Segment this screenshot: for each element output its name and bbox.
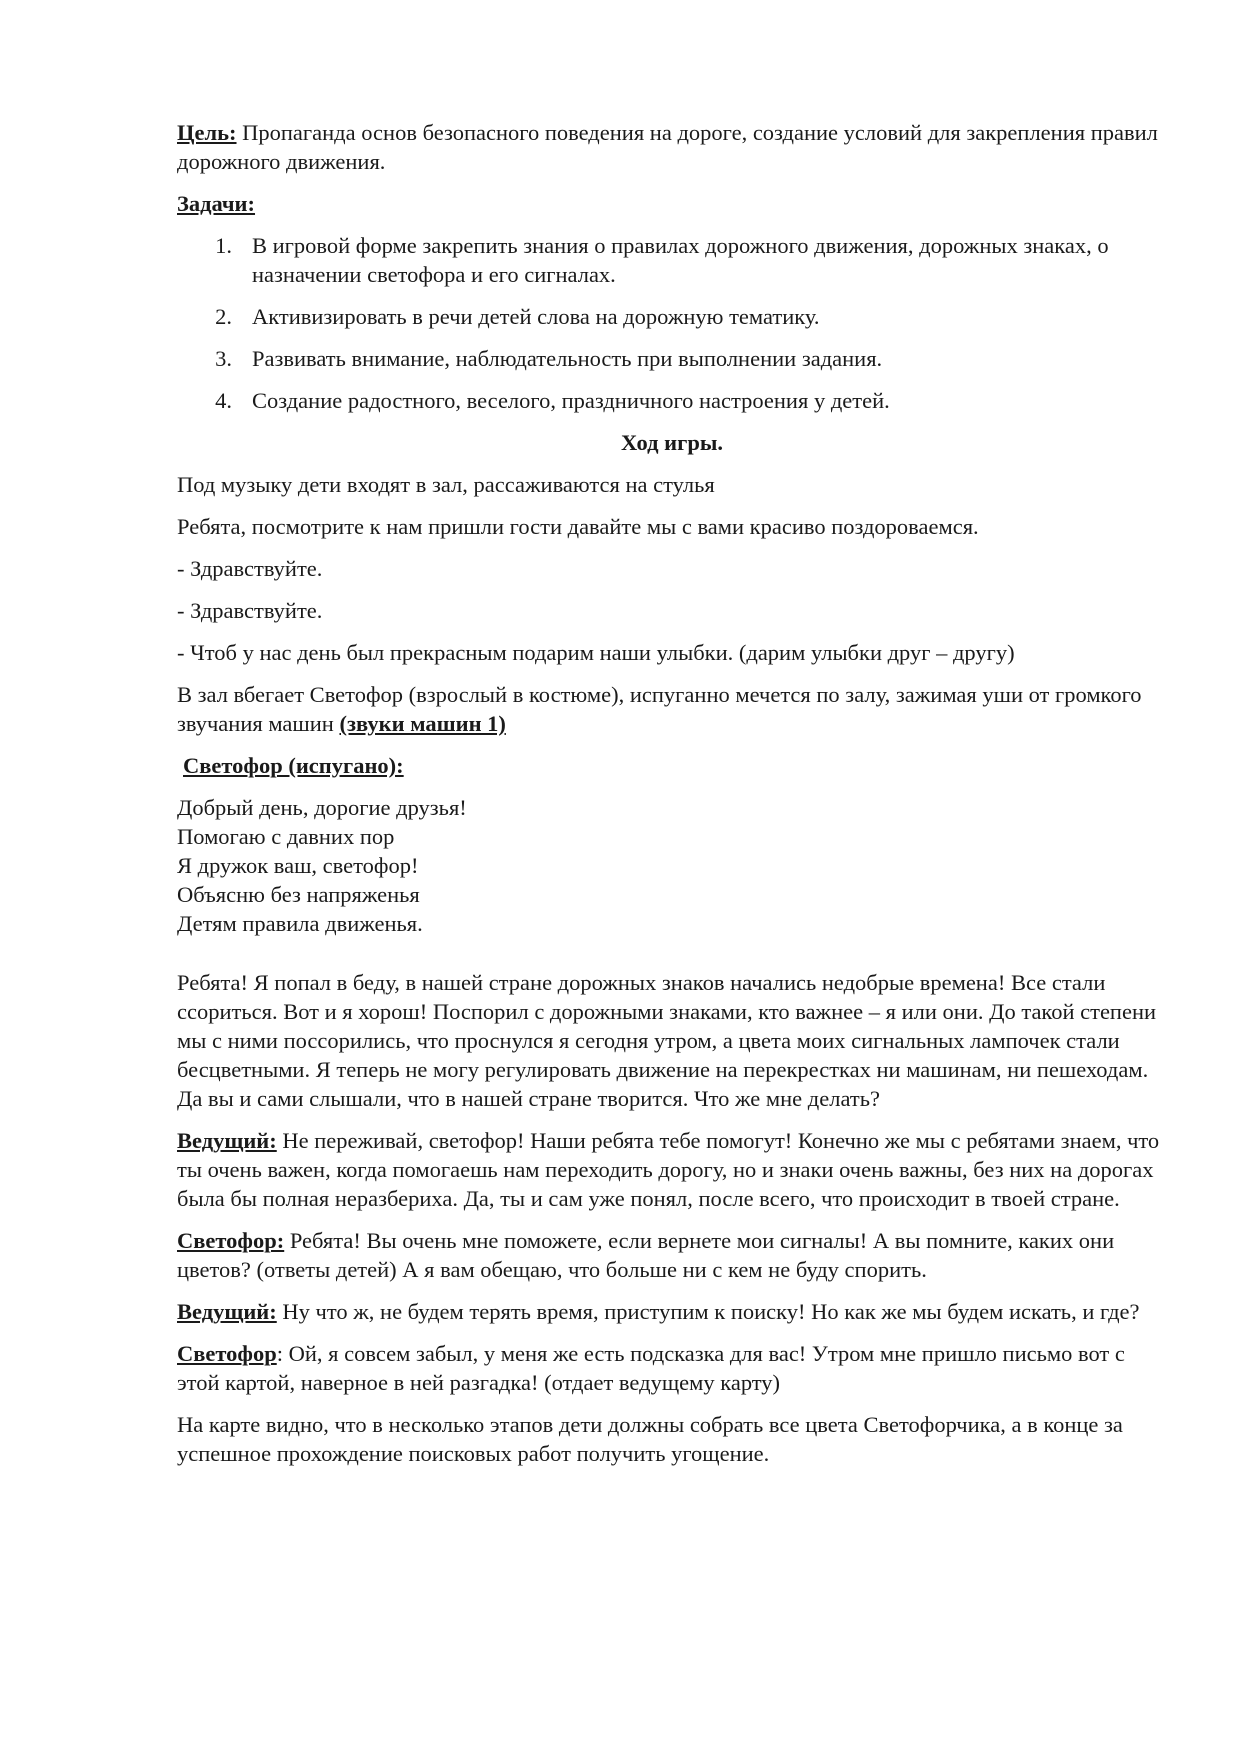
list-item-text: Активизировать в речи детей слова на дорожную тематику. xyxy=(252,304,820,329)
dialogue-line xyxy=(177,1297,1167,1326)
tasks-list xyxy=(177,231,1167,415)
list-item-number: 1. xyxy=(215,233,232,258)
paragraph: На карте видно, что в несколько этапов дети должны собрать все цвета Светофорчика, а в конце за успешное прохождение поисковых работ получить угощение. xyxy=(177,1412,1123,1466)
paragraph: - Здравствуйте. xyxy=(177,598,323,623)
poem-line: Добрый день, дорогие друзья! xyxy=(177,795,467,820)
list-item xyxy=(177,231,1167,289)
dialogue-line xyxy=(177,1126,1167,1213)
paragraph: Ребята, посмотрите к нам пришли гости давайте мы с вами красиво поздороваемся. xyxy=(177,514,979,539)
list-item xyxy=(177,386,1167,415)
tasks-heading xyxy=(177,189,1167,218)
dialogue-text: Не переживай, светофор! Наши ребята тебе помогут! Конечно же мы с ребятами знаем, что ты очень важен, когда помогаешь нам переходить дорогу, но и знаки очень важны, без них на дорогах была бы полная неразбериха. Да, ты и сам уже понял, после всего, что происходит в твоей стране. xyxy=(177,1128,1160,1211)
goal-label: Цель: xyxy=(177,120,237,145)
list-item-number: 2. xyxy=(215,304,232,329)
paragraph: - Здравствуйте. xyxy=(177,556,323,581)
poem-line: Помогаю с давних пор xyxy=(177,824,395,849)
dialogue-line xyxy=(177,1226,1167,1284)
list-item-number: 4. xyxy=(215,388,232,413)
goal-paragraph xyxy=(177,118,1167,176)
paragraph: Под музыку дети входят в зал, рассаживаются на стулья xyxy=(177,472,715,497)
poem-line: Объясню без напряженья xyxy=(177,882,420,907)
speaker-label: Светофор xyxy=(177,1341,277,1366)
list-item xyxy=(177,344,1167,373)
list-item xyxy=(177,302,1167,331)
paragraph-text: В зал вбегает Светофор (взрослый в костюме), испуганно мечется по залу, зажимая уши от громкого звучания машин xyxy=(177,682,1142,736)
list-item-number: 3. xyxy=(215,346,232,371)
svetofor-heading: Светофор (испугано): xyxy=(183,753,404,778)
paragraph: Ребята! Я попал в беду, в нашей стране дорожных знаков начались недобрые времена! Все стали ссориться. Вот и я хорош! Поспорил с дорожными знаками, кто важнее – я или они. До такой степени мы с ними поссорились, что проснулся я сегодня утром, а цвета моих сигнальных лампочек стали бесцветными. Я теперь не могу регулировать движение на перекрестках ни машинам, ни пешеходам. Да вы и сами слышали, что в нашей стране творится. Что же мне делать? xyxy=(177,970,1157,1111)
speaker-label: Ведущий: xyxy=(177,1128,277,1153)
list-item-text: Создание радостного, веселого, праздничного настроения у детей. xyxy=(252,388,890,413)
speaker-heading xyxy=(177,751,1167,780)
document-body xyxy=(177,118,1167,1481)
paragraph: - Чтоб у нас день был прекрасным подарим наши улыбки. (дарим улыбки друг – другу) xyxy=(177,640,1015,665)
speaker-label: Ведущий: xyxy=(177,1299,277,1324)
paragraph xyxy=(177,680,1167,738)
dialogue-text: Ну что ж, не будем терять время, приступим к поиску! Но как же мы будем искать, и где? xyxy=(276,1299,1140,1324)
dialogue-text: : Ой, я совсем забыл, у меня же есть подсказка для вас! Утром мне пришло письмо вот с этой картой, наверное в ней разгадка! (отдает ведущему карту) xyxy=(177,1341,1125,1395)
goal-text: Пропаганда основ безопасного поведения на дороге, создание условий для закрепления правил дорожного движения. xyxy=(177,120,1158,174)
tasks-heading-label: Задачи: xyxy=(177,191,256,216)
list-item-text: В игровой форме закрепить знания о правилах дорожного движения, дорожных знаках, о назначении светофора и его сигналах. xyxy=(252,233,1109,287)
poem-line: Детям правила движенья. xyxy=(177,911,423,936)
sound-cue: (звуки машин 1) xyxy=(339,711,506,736)
speaker-label: Светофор: xyxy=(177,1228,285,1253)
list-item-text: Развивать внимание, наблюдательность при выполнении задания. xyxy=(252,346,883,371)
poem xyxy=(177,793,1167,938)
poem-line: Я дружок ваш, светофор! xyxy=(177,853,419,878)
dialogue-text: Ребята! Вы очень мне поможете, если вернете мои сигналы! А вы помните, каких они цветов? (ответы детей) А я вам обещаю, что больше ни с кем не буду спорить. xyxy=(177,1228,1115,1282)
dialogue-line xyxy=(177,1339,1167,1397)
section-title: Ход игры. xyxy=(620,430,724,455)
